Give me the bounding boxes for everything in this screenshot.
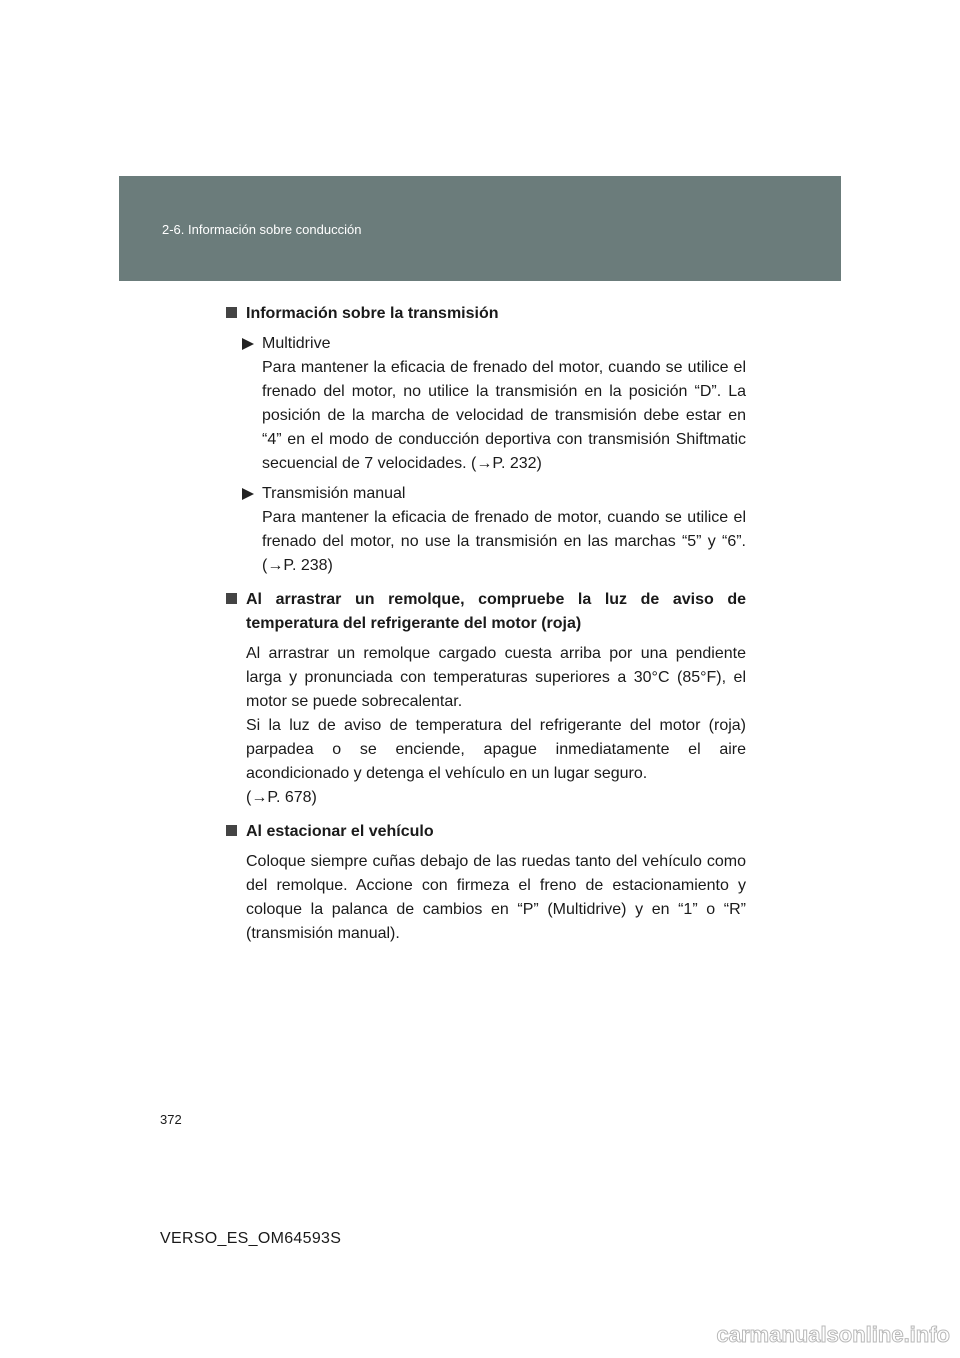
- document-code: VERSO_ES_OM64593S: [160, 1230, 342, 1247]
- triangle-bullet-icon: [242, 488, 254, 500]
- paragraph: Si la luz de aviso de temperatura del refrigerante del motor (roja) parpadea o se enciende, apague inmediatamente el aire acondicionado y detenga el vehículo en un lugar seguro.: [246, 717, 746, 782]
- page-reference: (→P. 678): [246, 789, 317, 806]
- subsection-multidrive: [226, 332, 746, 476]
- subsection-title-text: Multidrive: [262, 335, 331, 352]
- paragraph: Coloque siempre cuñas debajo de las ruedas tanto del vehículo como del remolque. Accione con firmeza el freno de estacionamiento y coloque la palanca de cambios en “P” (Multidrive) y en “1” o “R” (transmisión manual).: [246, 853, 746, 942]
- section-heading-text: Al estacionar el vehículo: [246, 823, 434, 840]
- section-heading-text: Información sobre la transmisión: [246, 305, 499, 322]
- section-heading: [226, 302, 746, 326]
- chapter-header-band: [119, 176, 841, 281]
- watermark-text: carmanualsonline.info: [716, 1322, 950, 1347]
- section-parking: [226, 820, 746, 946]
- paragraph: Al arrastrar un remolque cargado cuesta arriba por una pendiente larga y pronunciada con temperaturas superiores a 30°C (85°F), el motor se puede sobrecalentar.: [246, 645, 746, 710]
- watermark-logo: [682, 1316, 952, 1350]
- subsection-title-text: Transmisión manual: [262, 485, 406, 502]
- section-heading: [226, 820, 746, 844]
- paragraph: Para mantener la eficacia de frenado del motor, cuando se utilice el frenado del motor, no utilice la transmisión en la posición “D”. La posición de la marcha de velocidad de transmisión debe estar en “4” en el modo de conducción deportiva con transmisión Shiftmatic secuencial de 7 velocidades. (→P. 232): [262, 359, 746, 472]
- square-bullet-icon: [226, 825, 237, 836]
- subsection-title: [262, 332, 746, 356]
- subsection-title: [262, 482, 746, 506]
- section-heading-text: Al arrastrar un remolque, compruebe la luz de aviso de temperatura del refrigerante del motor (roja): [246, 591, 746, 632]
- page-number: 372: [160, 1112, 182, 1127]
- triangle-bullet-icon: [242, 338, 254, 350]
- subsection-manual: [226, 482, 746, 578]
- square-bullet-icon: [226, 307, 237, 318]
- section-towing-temperature: [226, 588, 746, 810]
- section-heading: [226, 588, 746, 636]
- page-content: [226, 302, 746, 956]
- paragraph: Para mantener la eficacia de frenado de motor, cuando se utilice el frenado del motor, no use la transmisión en las marchas “5” y “6”. (→P. 238): [262, 509, 746, 574]
- square-bullet-icon: [226, 593, 237, 604]
- chapter-title: 2-6. Información sobre conducción: [162, 222, 362, 237]
- section-transmission: [226, 302, 746, 578]
